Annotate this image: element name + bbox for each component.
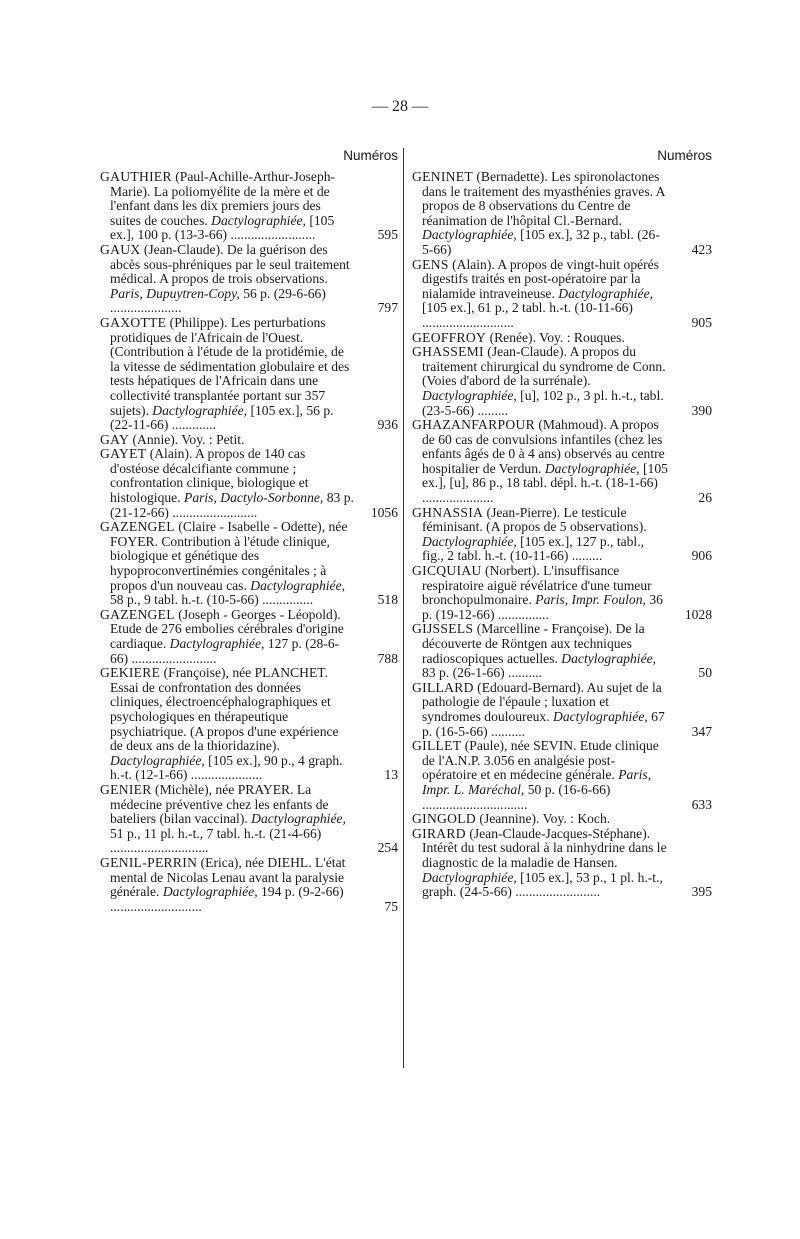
entry-number: 905 bbox=[691, 314, 712, 330]
entry-description: (Michèle), née PRAYER. La médecine préventive chez les enfants de bateliers (bilan vaccinal). bbox=[110, 781, 329, 827]
entry-details: [105 ex.], 127 p., tabl., fig., 2 tabl. h.-t. (10-11-66) ......... bbox=[422, 533, 644, 564]
entry-details: 50 p. (16-6-66) ............................... bbox=[422, 781, 611, 812]
entry-description: (Alain). A propos de vingt-huit opérés digestifs traités en post-opératoire par la nialamide intraveineuse. bbox=[422, 256, 659, 301]
entry-author: GINGOLD bbox=[412, 811, 477, 827]
entry-publisher: Dactylographiée, bbox=[251, 811, 346, 827]
entry-number: 390 bbox=[691, 402, 712, 418]
entry-publisher: Dactylographiée, bbox=[250, 577, 346, 593]
entry-text bbox=[412, 418, 712, 506]
bibliography-entry bbox=[412, 331, 712, 346]
entry-text bbox=[412, 622, 712, 680]
entry-publisher: Paris, Impr. L. Maréchal, bbox=[422, 767, 652, 797]
entry-description: (Jean-Pierre). Le testicule féminisant. (A propos de 5 observations). bbox=[422, 504, 647, 535]
entry-author: GENIL-PERRIN bbox=[100, 854, 198, 870]
entry-details: [105 ex.], [u], 86 p., 18 tabl. dépl. h.-t. (18-1-66) ..................... bbox=[422, 460, 668, 506]
entry-author: GAXOTTE bbox=[100, 314, 167, 330]
entry-number: 788 bbox=[377, 650, 398, 666]
entry-description: (Erica), née DIEHL. L'état mental de Nicolas Lenau avant la paralysie générale. bbox=[110, 854, 346, 900]
entry-description: (Marcelline - Françoise). De la découverte de Röntgen aux techniques radioscopiques actuelles. bbox=[422, 621, 645, 666]
bibliography-entry bbox=[412, 564, 712, 622]
entry-details: [105 ex.], 53 p., 1 pl. h.-t., graph. (24-5-66) ......................... bbox=[422, 869, 663, 900]
entry-number: 1028 bbox=[684, 606, 712, 622]
entry-description: (Jean-Claude-Jacques-Stéphane). Intérêt du test sudoral à la ninhydrine dans le diagnostic de la maladie de Hansen. bbox=[422, 825, 667, 870]
bibliography-entry bbox=[100, 447, 398, 520]
entry-text bbox=[412, 345, 712, 418]
left-column bbox=[100, 148, 398, 914]
entry-author: GAZENGEL bbox=[100, 606, 175, 622]
entry-text bbox=[412, 258, 712, 331]
entry-text bbox=[100, 666, 398, 783]
entry-author: GENINET bbox=[412, 169, 473, 184]
entry-description: (Paule), née SEVIN. Etude clinique de l'A.N.P. 3.056 en analgésie post-opératoire et en médecine générale. bbox=[422, 738, 659, 783]
entry-description: (Françoise), née PLANCHET. Essai de confrontation des données cliniques, électroencéphalographiques et psychologiques en thérapeutique psychiatrique. (A propos d'une expérience de deux ans de la thioridazine). bbox=[110, 665, 339, 754]
entry-description: (Renée). Voy. : Rouques. bbox=[486, 329, 625, 345]
entry-text bbox=[100, 170, 398, 243]
entry-description: (Norbert). L'insuffisance respiratoire aiguë révélatrice d'une tumeur bronchopulmonaire. bbox=[422, 563, 652, 608]
entry-number: 518 bbox=[377, 592, 398, 608]
entry-author: GICQUIAU bbox=[412, 563, 482, 579]
bibliography-entry bbox=[100, 170, 398, 243]
entry-number: 395 bbox=[691, 884, 712, 900]
entry-details: 194 p. (9-2-66) ........................... bbox=[110, 884, 344, 914]
entry-author: GILLARD bbox=[412, 679, 474, 695]
entry-number: 50 bbox=[698, 665, 712, 681]
entry-publisher: Dactylographiée, bbox=[558, 285, 654, 301]
entry-text bbox=[412, 170, 712, 258]
entry-author: GIRARD bbox=[412, 825, 466, 841]
entry-author: GHAZANFARPOUR bbox=[412, 417, 535, 433]
entry-text bbox=[412, 681, 712, 739]
entry-description: (Jean-Claude). A propos du traitement chirurgical du syndrome de Conn. (Voies d'abord de la surrénale). bbox=[422, 344, 666, 389]
left-entries bbox=[100, 170, 398, 914]
entry-details: [105 ex.], 61 p., 2 tabl. h.-t. (10-11-66) ........................... bbox=[422, 300, 633, 330]
bibliography-entry bbox=[100, 433, 398, 448]
entry-publisher: Dactylographiée, bbox=[152, 402, 248, 418]
entry-author: GAY bbox=[100, 431, 130, 447]
entry-publisher: Dactylographiée, bbox=[169, 636, 265, 651]
entry-author: GAUTHIER bbox=[100, 169, 172, 184]
entry-description: (Jean-Claude). De la guérison des abcès sous-phréniques par le seul traitement médical. A propos de trois observations. bbox=[110, 241, 350, 287]
entry-publisher: Paris, Impr. Foulon, bbox=[535, 592, 646, 608]
entry-details: 127 p. (28-6-66) ......................... bbox=[110, 636, 340, 666]
entry-publisher: Dactylographiée, bbox=[162, 884, 258, 900]
entry-publisher: Paris, Dupuytren-Copy, bbox=[110, 285, 240, 301]
entry-description: (Annie). Voy. : Petit. bbox=[129, 431, 245, 447]
bibliography-entry bbox=[412, 622, 712, 680]
entry-text bbox=[100, 243, 398, 316]
bibliography-entry bbox=[412, 506, 712, 564]
entry-publisher: Dactylographiée, bbox=[561, 650, 657, 666]
entry-publisher: Dactylographiée, bbox=[422, 387, 517, 403]
entry-text bbox=[100, 433, 398, 448]
entry-text bbox=[100, 447, 398, 520]
entry-author: GILLET bbox=[412, 738, 462, 754]
column-header-numeros: Numéros bbox=[657, 148, 712, 163]
entry-number: 423 bbox=[691, 241, 712, 257]
bibliography-entry bbox=[100, 243, 398, 316]
bibliography-entry bbox=[412, 681, 712, 739]
entry-text bbox=[412, 506, 712, 564]
entry-details: 83 p. (21-12-66) ......................... bbox=[110, 490, 354, 520]
entry-number: 595 bbox=[377, 227, 398, 243]
entry-author: GIJSSELS bbox=[412, 621, 474, 637]
entry-description: (Alain). A propos de 140 cas d'ostéose décalcifiante commune ; confrontation clinique, biologique et histologique. bbox=[110, 446, 309, 506]
entry-number: 75 bbox=[384, 898, 398, 914]
entry-publisher: Dactylographiée, bbox=[544, 460, 640, 476]
bibliography-entry bbox=[412, 170, 712, 258]
column-divider bbox=[403, 148, 404, 1068]
entry-text bbox=[412, 739, 712, 812]
bibliography-entry bbox=[100, 520, 398, 608]
entry-author: GHASSEMI bbox=[412, 344, 484, 360]
bibliography-entry bbox=[412, 258, 712, 331]
entry-publisher: Dactylographiée, bbox=[211, 212, 306, 228]
entry-author: GAZENGEL bbox=[100, 519, 175, 535]
entry-author: GEOFFROY bbox=[412, 329, 487, 345]
entry-details: [105 ex.], 56 p. (22-11-66) ............. bbox=[110, 402, 334, 433]
entry-text bbox=[412, 827, 712, 900]
entry-details: 36 p. (19-12-66) ............... bbox=[422, 592, 663, 622]
entry-publisher: Dactylographiée, bbox=[422, 533, 517, 549]
entry-description: (Edouard-Bernard). Au sujet de la pathologie de l'épaule ; luxation et syndromes douloureux. bbox=[422, 679, 662, 724]
entry-details: [105 ex.], 100 p. (13-3-66) ......................... bbox=[110, 212, 335, 243]
entry-author: GAYET bbox=[100, 446, 147, 462]
entry-author: GAUX bbox=[100, 241, 141, 257]
bibliography-entry bbox=[100, 783, 398, 856]
entry-details: 67 p. (16-5-66) .......... bbox=[422, 708, 665, 739]
entry-number: 797 bbox=[377, 300, 398, 316]
entry-number: 26 bbox=[698, 490, 712, 506]
entry-author: GHNASSIA bbox=[412, 504, 484, 520]
entry-author: GENS bbox=[412, 256, 449, 272]
bibliography-entry bbox=[412, 827, 712, 900]
entry-details: [u], 102 p., 3 pl. h.-t., tabl. (23-5-66) ......... bbox=[422, 387, 664, 418]
entry-description: (Jeannine). Voy. : Koch. bbox=[476, 811, 611, 827]
bibliography-entry bbox=[100, 316, 398, 433]
entry-text bbox=[412, 812, 712, 827]
entry-number: 254 bbox=[377, 840, 398, 856]
page-number: — 28 — bbox=[372, 98, 428, 115]
entry-publisher: Paris, Dactylo-Sorbonne, bbox=[184, 490, 324, 506]
entry-description: (Bernadette). Les spironolactones dans le traitement des myasthénies graves. A propos de 8 observations du Centre de réanimation de l'hôpital Cl.-Bernard. bbox=[422, 169, 665, 228]
entry-description: (Paul-Achille-Arthur-Joseph-Marie). La poliomyélite de la mère et de l'enfant dans les dix premiers jours des suites de couches. bbox=[110, 169, 336, 228]
entry-text bbox=[100, 608, 398, 666]
entry-text bbox=[100, 316, 398, 433]
entry-description: (Joseph - Georges - Léopold). Etude de 276 embolies cérébrales d'origine cardiaque. bbox=[110, 606, 344, 651]
bibliography-entry bbox=[100, 856, 398, 914]
column-header-numeros: Numéros bbox=[343, 148, 398, 163]
entry-text bbox=[100, 783, 398, 856]
entry-author: GEKIERE bbox=[100, 665, 161, 681]
bibliography-entry bbox=[412, 418, 712, 506]
entry-details: [105 ex.], 32 p., tabl. (26-5-66) bbox=[422, 227, 660, 257]
right-column bbox=[412, 148, 712, 900]
entry-number: 347 bbox=[691, 723, 712, 739]
entry-text bbox=[412, 331, 712, 346]
bibliography-entry bbox=[412, 345, 712, 418]
right-entries bbox=[412, 170, 712, 900]
entry-number: 633 bbox=[691, 796, 712, 812]
entry-description: (Mahmoud). A propos de 60 cas de convulsions infantiles (chez les enfants âgés de 0 à 4 ans) observés au centre hospitalier de Verdun. bbox=[422, 417, 665, 476]
entry-description: (Philippe). Les perturbations protidiques de l'Africain de l'Ouest. (Contribution à l'étude de la protidémie, de la vitesse de sédimentation globulaire et des tests hépatiques de l'Africain dans une collectivité transplantée portant sur 357 sujets). bbox=[110, 314, 350, 418]
entry-publisher: Dactylographiée, bbox=[110, 752, 205, 768]
entry-number: 1056 bbox=[370, 504, 398, 520]
bibliography-entry bbox=[100, 608, 398, 666]
entry-publisher: Dactylographiée, bbox=[422, 869, 517, 885]
entry-publisher: Dactylographiée, bbox=[553, 708, 648, 724]
entry-number: 13 bbox=[384, 767, 398, 783]
entry-description: (Claire - Isabelle - Odette), née FOYER. Contribution à l'étude clinique, biologique et génétique des hypoproconvertinémies congénitales ; à propos d'un nouveau cas. bbox=[110, 519, 348, 593]
entry-details: 51 p., 11 pl. h.-t., 7 tabl. h.-t. (21-4-66) ............................. bbox=[110, 825, 322, 856]
entry-publisher: Dactylographiée, bbox=[422, 227, 517, 243]
entry-details: 58 p., 9 tabl. h.-t. (10-5-66) ............... bbox=[110, 592, 314, 608]
entry-details: 83 p. (26-1-66) .......... bbox=[422, 665, 543, 681]
entry-details: [105 ex.], 90 p., 4 graph. h.-t. (12-1-66) ..................... bbox=[110, 752, 343, 783]
entry-number: 906 bbox=[691, 548, 712, 564]
bibliography-entry bbox=[100, 666, 398, 783]
entry-details: 56 p. (29-6-66) ..................... bbox=[110, 285, 326, 316]
entry-text bbox=[100, 856, 398, 914]
bibliography-entry bbox=[412, 739, 712, 812]
entry-text bbox=[412, 564, 712, 622]
entry-text bbox=[100, 520, 398, 608]
entry-author: GENIER bbox=[100, 781, 152, 797]
entry-number: 936 bbox=[377, 417, 398, 433]
bibliography-entry bbox=[412, 812, 712, 827]
